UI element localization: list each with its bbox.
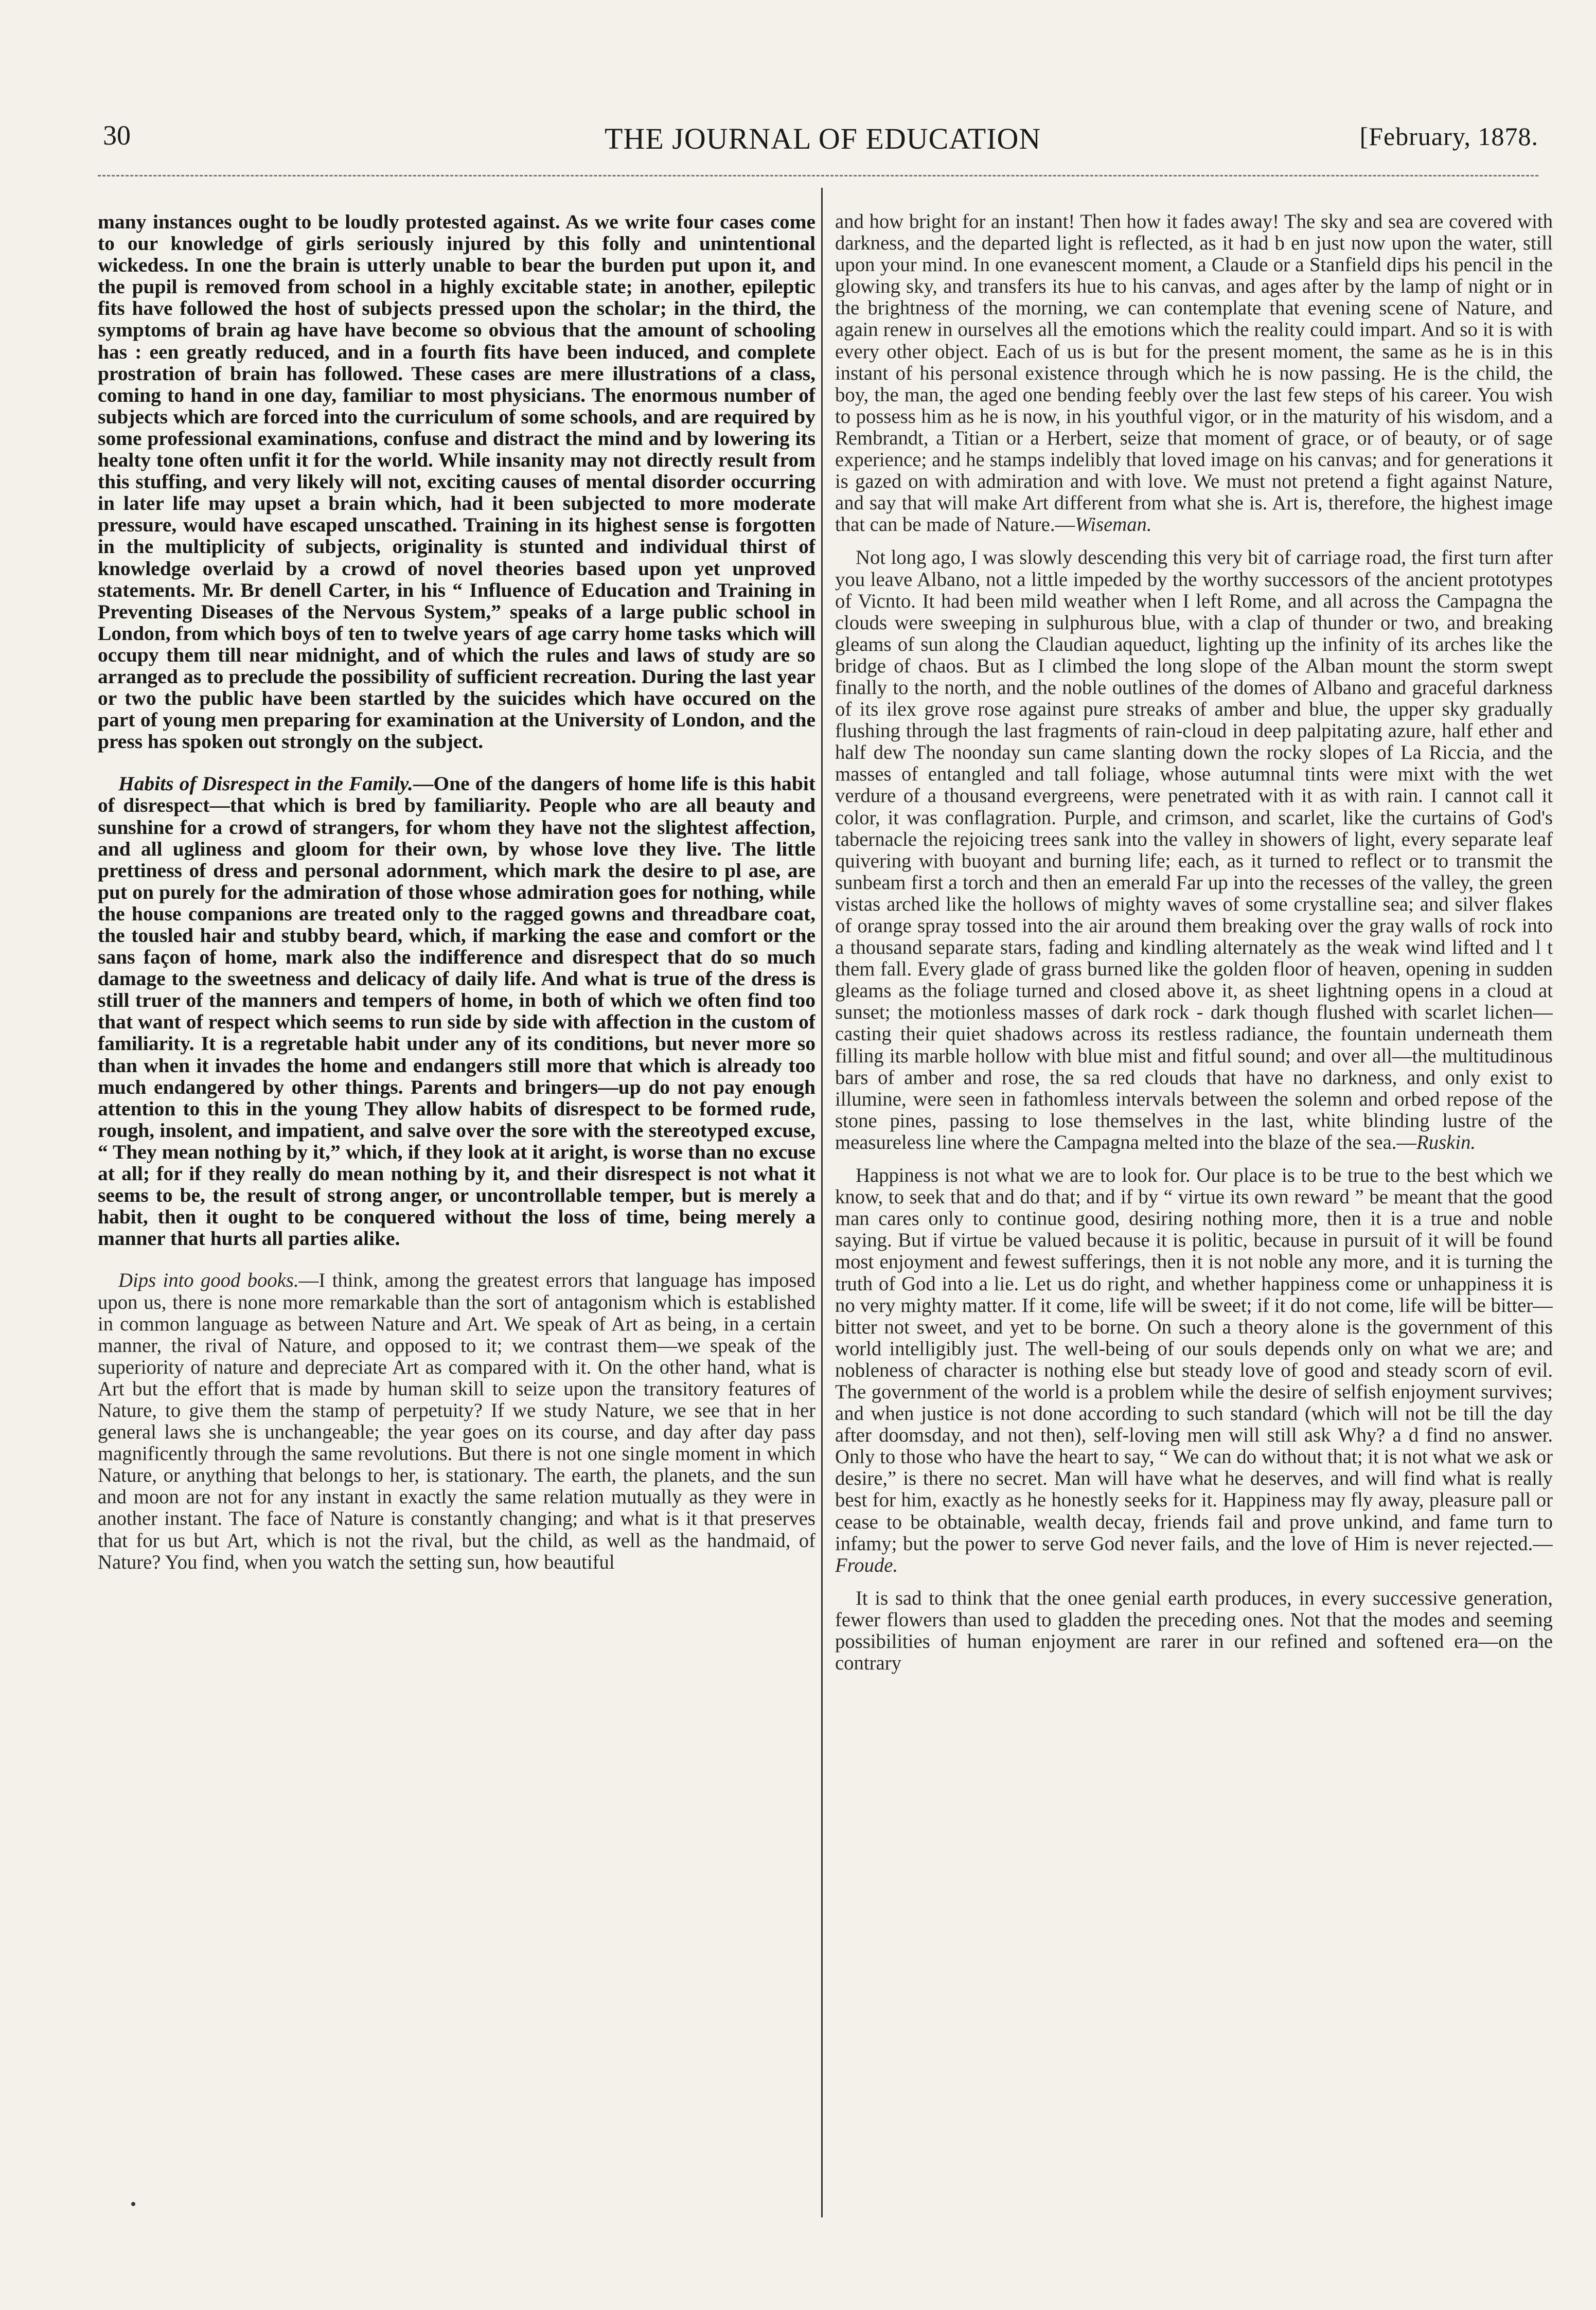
dips-heading: Dips into good books. <box>118 1270 299 1292</box>
page-number: 30 <box>103 120 131 151</box>
column-divider <box>821 188 823 2217</box>
header-rule <box>98 175 1538 176</box>
froude-attribution: Froude. <box>835 1554 898 1576</box>
ruskin-paragraph <box>835 547 1553 1153</box>
froude-text: Happiness is not what we are to look for. Our place is to be true to the best which we know, to seek that and do that; and if by “ virtue its own reward ” be meant that the good man cares only to continue good, desiring nothing more, then it is a true and noble saying. But if virtue be valued because it is politic, because in pursuit of it will be found most enjoyment and fewest sufferings, then it is not noble any more, and it is turning the truth of God into a lie. Let us do right, and whether happiness come or unhappiness it is no very mighty matter. If it come, life will be sweet; if it do not come, life will be bitter—bitter not sweet, and yet to be borne. On such a theory alone is the government of this world intelligibly just. The well-being of our souls depends only on what we are; and nobleness of character is nothing else but steady love of good and steady scorn of evil. The government of the world is a problem while the desire of selfish enjoyment survives; and when justice is not done according to such standard (which will not be till the day after doomsday, and not then), self-loving men will still ask Why? a d find no answer. Only to those who have the heart to say, “ We can do without that; it is not what we ask or desire,” is there no secret. Man will have what he deserves, and will find what is really best for him, exactly as he honestly seeks for it. Happiness may fly away, pleasure pall or cease to be obtainable, wealth decay, friends fail and prove unkind, and fame turn to infamy; but the power to serve God never fails, and the love of Him is never rejected.— <box>835 1165 1553 1555</box>
journal-title: THE JOURNAL OF EDUCATION <box>605 122 1041 155</box>
wiseman-attribution: Wiseman. <box>1075 514 1152 536</box>
right-column <box>835 211 1553 2197</box>
wiseman-text: and how bright for an instant! Then how it fades away! The sky and sea are covered with darkness, and the departed light is reflected, as it had b en just now upon the water, still upon your mind. In one evanescent moment, a Claude or a Stanfield dips his pencil in the glowing sky, and transfers its hue to his canvas, and ages after by the lamp of night or in the brightness of the morning, we can contemplate that evening scene of Nature, and again renew in ourselves all the emotions which the reality could impart. And so it is with every other object. Each of us is but for the present moment, the same as he is in this instant of his personal existence through which he is now passing. He is the child, the boy, the man, the aged one bending feebly over the last few steps of his career. You wish to possess him as he is now, in his youthful vigor, or in the maturity of his wisdom, and a Rembrandt, a Titian or a Herbert, seize that moment of grace, or of beauty, or of sage experience; and he stamps indelibly that loved image on his canvas; and for generations it is gazed on with admiration and with love. We must not pretend a fight against Nature, and say that will make Art different from what she is. Art is, therefore, the highest image that can be made of Nature.— <box>835 211 1553 536</box>
dips-text: —I think, among the greatest errors that language has imposed upon us, there is none more remarkable than the sort of antagonism which is established in common language as between Nature and Art. We speak of Art as being, in a certain manner, the rival of Nature, and opposed to it; we contrast them—we speak of the superiority of nature and depreciate Art as compared with it. On the other hand, what is Art but the effort that is made by human skill to seize upon the transitory features of Nature, to give them the stamp of perpetuity? If we study Nature, we see that in her general laws she is unchangeable; the year goes on its course, and day after day pass magnificently through the same revolutions. But there is not one single moment in which Nature, or anything that belongs to her, is stationary. The earth, the planets, and the sun and moon are not for any instant in exactly the same relation mutually as they were in another instant. The face of Nature is constantly changing; and what is it that preserves that for us but Art, which is not the rival, but the child, as well as the handmaid, of Nature? You find, when you watch the setting sun, how beautiful <box>98 1270 815 1573</box>
page-header <box>98 119 1538 166</box>
froude-paragraph <box>835 1165 1553 1576</box>
issue-date: [February, 1878. <box>1359 122 1538 151</box>
education-overwork-paragraph: many instances ought to be loudly protested against. As we write four cases come to our knowledge of girls seriously injured by this folly and unintentional wickedess. In one the brain is utterly unable to bear the burden put upon it, and the pupil is removed from school in a highly excitable state; in another, epileptic fits have followed the host of subjects pressed upon the scholar; in the third, the symptoms of brain ag have have become so obvious that the amount of schooling has : een greatly reduced, and in a fourth fits have been induced, and complete prostration of brain has followed. These cases are mere illustrations of a class, coming to hand in one day, familiar to most physicians. The enormous number of subjects which are forced into the curriculum of some schools, and are required by some professional examinations, confuse and distract the mind and by lowering its healty tone often unfit it for the world. While insanity may not directly result from this stuffing, and very likely will not, exciting causes of mental disorder occurring in later life may upset a brain which, had it been subjected to more moderate pressure, would have escaped unscathed. Training in its highest sense is forgotten in the multiplicity of subjects, originality is stunted and individual thirst of knowledge overlaid by a crowd of novel theories based upon yet unproved statements. Mr. Br denell Carter, in his “ Influence of Education and Training in Preventing Diseases of the Nervous System,” speaks of a large public school in London, from which boys of ten to twelve years of age carry home tasks which will occupy them till near midnight, and of which the rules and laws of study are so arranged as to preclude the possibility of sufficient recreation. During the last year or two the public have been startled by the suicides which have occured on the part of young men preparing for examination at the University of London, and the press has spoken out strongly on the subject. <box>98 211 815 753</box>
habits-heading: Habits of Disrespect in the Family. <box>118 772 413 795</box>
ruskin-text: Not long ago, I was slowly descending this very bit of carriage road, the first turn after you leave Albano, not a little impeded by the worthy successors of the ancient prototypes of Vicnto. It had been mild weather when I left Rome, and all across the Campagna the clouds were sweeping in sulphurous blue, with a clap of thunder or two, and breaking gleams of sun along the Claudian aqueduct, lighting up the infinity of its arches like the bridge of chaos. But as I climbed the long slope of the Alban mount the storm swept finally to the north, and the noble outlines of the domes of Albano and graceful darkness of its ilex grove rose against pure streaks of amber and blue, the upper sky gradually flushing through the last fragments of rain-cloud in deep palpitating azure, half ether and half dew The noonday sun came slanting down the rocky slopes of La Riccia, and the masses of entangled and tall foliage, whose autumnal tints were mixt with the wet verdure of a thousand evergreens, were penetrated with it as with rain. I cannot call it color, it was conflagration. Purple, and crimson, and scarlet, like the curtains of God's tabernacle the rejoicing trees sank into the valley in showers of light, every separate leaf quivering with buoyant and burning life; each, as it turned to reflect or to transmit the sunbeam first a torch and then an emerald Far up into the recesses of the valley, the green vistas arched like the hollows of mighty waves of some crystalline sea; and silver flakes of orange spray tossed into the air around them breaking over the gray walls of rock into a thousand separate stars, fading and kindling alternately as the weak wind lifted and l t them fall. Every glade of grass burned like the golden floor of heaven, opening in sudden gleams as the foliage turned and closed above it, as sheet lightning opens in a cloud at sunset; the motionless masses of dark rock - dark though flushed with scarlet lichen—casting their quiet shadows across its restless radiance, the fountain underneath them filling its marble hollow with blue mist and fitful sound; and over all—the multitudinous bars of amber and rose, the sa red clouds that have no darkness, and only exist to illumine, were seen in fathomless intervals between the solemn and orbed repose of the stone pines, passing to lose themselves in the last, white blinding lustre of the measureless line where the Campagna melted into the blaze of the sea.— <box>835 547 1553 1153</box>
ruskin-attribution: Ruskin. <box>1416 1131 1476 1153</box>
wiseman-paragraph <box>835 211 1553 536</box>
ink-speck <box>131 2202 135 2206</box>
habits-of-disrespect-paragraph <box>98 773 815 1249</box>
left-column <box>98 211 815 2197</box>
genial-earth-paragraph: It is sad to think that the onee genial earth produces, in every successive generation, fewer flowers than used to gladden the preceding ones. Not that the modes and seeming possibilities of human enjoyment are rarer in our refined and softened era—on the contrary <box>835 1587 1553 1675</box>
dips-into-good-books-paragraph <box>98 1270 815 1573</box>
habits-text: —One of the dangers of home life is this habit of disrespect—that which is bred by familiarity. People who are all beauty and sunshine for a crowd of strangers, for whom they have not the slightest affection, and all ugliness and gloom for their own, by whose love they live. The little prettiness of dress and personal adornment, which mark the desire to pl ase, are put on purely for the admiration of those whose admiration goes for nothing, while the house companions are treated only to the ragged gowns and threadbare coat, the tousled hair and stubby beard, which, if marking the ease and comfort or the sans façon of home, mark also the indifference and disrespect that do so much damage to the sweetness and delicacy of daily life. And what is true of the dress is still truer of the manners and tempers of home, in both of which we often find too that want of respect which seems to run side by side with affection in the custom of familiarity. It is a regretable habit under any of its conditions, but never more so than when it invades the home and endangers still more that which is already too much endangered by other things. Parents and bringers—up do not pay enough attention to this in the young They allow habits of disrespect to be formed rude, rough, insolent, and impatient, and salve over the sore with the stereotyped excuse, “ They mean nothing by it,” which, if they look at it aright, is worse than no excuse at all; for if they really do mean nothing by it, and their disrespect is not what it seems to be, the result of strong anger, or uncontrollable temper, but is merely a habit, then it ought to be conquered without the loss of time, being merely a manner that hurts all parties alike. <box>98 772 815 1250</box>
